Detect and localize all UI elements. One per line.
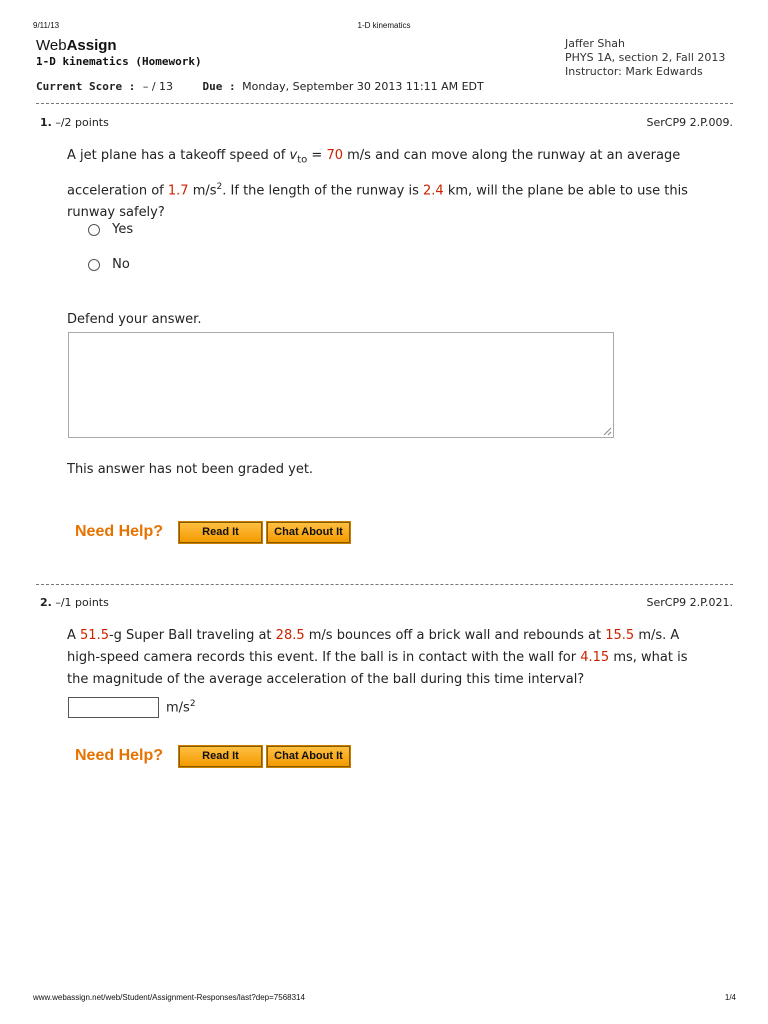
chat-about-it-button[interactable]: Chat About It [267, 746, 350, 767]
due-label: Due : [202, 80, 236, 93]
defend-answer-textarea[interactable] [68, 332, 614, 438]
instructor-name: Instructor: Mark Edwards [565, 65, 703, 78]
divider [36, 584, 733, 585]
logo-assign: Assign [66, 37, 117, 54]
score-row [36, 80, 484, 93]
assignment-title: 1-D kinematics (Homework) [36, 55, 202, 68]
print-title: 1-D kinematics [357, 21, 411, 30]
question-2-text: A 51.5-g Super Ball traveling at 28.5 m/s bounces off a brick wall and rebounds at 15.5 m/s. A high-speed camera records this event. If the ball is in contact with the wall for 4.15 ms, what is the magnitude of the average acceleration of the ball during this time interval? [67, 628, 688, 687]
question-1-header [40, 116, 109, 129]
question-source: SerCP9 2.P.021. [646, 596, 733, 609]
option-yes[interactable] [88, 222, 133, 237]
footer-url: www.webassign.net/web/Student/Assignment-Responses/last?dep=7568314 [33, 993, 305, 1002]
chat-about-it-button[interactable]: Chat About It [267, 522, 350, 543]
answer-unit: $m/s^2$ [166, 699, 196, 716]
current-score-value: – / 13 [142, 80, 174, 93]
student-info [565, 37, 725, 79]
divider [36, 103, 733, 104]
current-score-label: Current Score : [36, 80, 136, 93]
question-number: 2. [40, 596, 52, 609]
webassign-logo [36, 37, 117, 54]
read-it-button[interactable]: Read It [179, 746, 262, 767]
radio-yes[interactable] [88, 224, 100, 236]
page-number: 1/4 [724, 993, 736, 1002]
read-it-button[interactable]: Read It [179, 522, 262, 543]
resize-handle-icon[interactable] [603, 427, 612, 436]
question-2-header [40, 596, 109, 609]
radio-no[interactable] [88, 259, 100, 271]
question-source: SerCP9 2.P.009. [646, 116, 733, 129]
course-name: PHYS 1A, section 2, Fall 2013 [565, 51, 726, 64]
question-points: –/1 points [55, 596, 109, 609]
need-help-label: Need Help? [75, 523, 164, 540]
option-no[interactable] [88, 257, 130, 272]
question-number: 1. [40, 116, 52, 129]
due-value: Monday, September 30 2013 11:11 AM EDT [242, 80, 484, 93]
question-1-text: A jet plane has a takeoff speed of $v_{to} = 70$ m/s and can move along the runway at an average acceleration of 1.7 $m/s^2$. If the length of the runway is 2.4 km, will the plane be able to use this runway safely? [67, 148, 688, 221]
answer-input[interactable] [68, 697, 159, 718]
graded-note: This answer has not been graded yet. [67, 462, 314, 477]
print-date: 9/11/13 [33, 21, 60, 30]
logo-web: Web [36, 37, 67, 54]
question-points: –/2 points [55, 116, 109, 129]
defend-label: Defend your answer. [67, 312, 202, 327]
option-yes-label: Yes [112, 222, 134, 237]
need-help-label: Need Help? [75, 747, 164, 764]
student-name: Jaffer Shah [565, 37, 626, 50]
option-no-label: No [112, 257, 130, 272]
